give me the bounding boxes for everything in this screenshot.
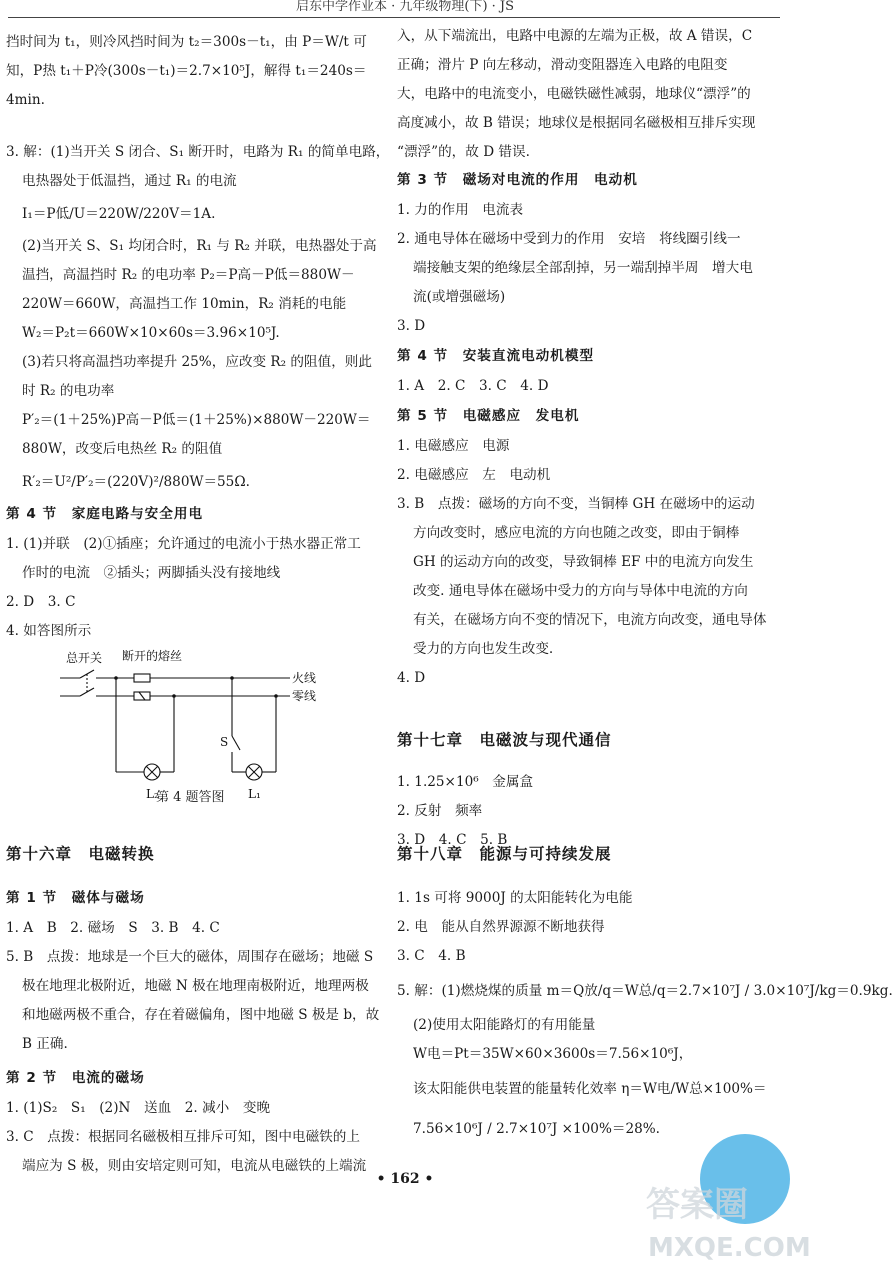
text-line: 该太阳能供电装置的能量转化效率 η＝W电/W总×100%＝ (413, 1081, 767, 1097)
section-4-answers (6, 530, 382, 646)
text-line: P′₂＝(1＋25%)P高－P低＝(1＋25%)×880W－220W＝ (22, 412, 371, 428)
junction-dot (230, 676, 234, 680)
ch16-section-2-title: 第 2 节 电流的磁场 (6, 1070, 145, 1086)
section-5-answers (397, 432, 769, 693)
question-3 (6, 138, 390, 500)
text-line: 3. 解：(1)当开关 S 闭合、S₁ 断开时，电路为 R₁ 的简单电路， (6, 144, 390, 160)
text-line: 1. 1s 可将 9000J 的太阳能转化为电能 (397, 890, 633, 906)
text-line: 2. 反射 频率 (397, 803, 483, 819)
diagram-caption: 第 4 题答图 (156, 790, 225, 805)
text-line: 正确；滑片 P 向左移动，滑动变阻器连入电路的电阻变 (397, 57, 728, 73)
text-line: 880W，改变后电热丝 R₂ 的阻值 (22, 441, 223, 457)
watermark-text: MXQE.COM (648, 1233, 811, 1263)
junction-dot (114, 676, 118, 680)
text-line: 有关，在磁场方向不变的情况下，电流方向改变，通电导体 (413, 612, 767, 628)
label-live-wire: 火线 (292, 671, 317, 685)
text-line: “漂浮”的，故 D 错误. (397, 144, 530, 160)
section-5-title: 第 5 节 电磁感应 发电机 (397, 408, 580, 424)
chapter-18-answers (397, 884, 893, 1149)
text-line: 3. C 4. B (397, 948, 466, 964)
text-line: 高度减小，故 B 错误；地球仪是根据同名磁极相互排斥实现 (397, 115, 756, 131)
text-line: GH 的运动方向的改变，导致铜棒 EF 中的电流方向发生 (413, 554, 754, 570)
text-line: 5. B 点拨：地球是一个巨大的磁体，周围存在磁场；地磁 S (6, 949, 374, 965)
text-line: 极在地理北极附近，地磁 N 极在地理南极附近，地理两极 (22, 978, 369, 994)
text-line: 大，电路中的电流变小，电磁铁磁性减弱，地球仪“漂浮”的 (397, 86, 751, 102)
text-line: 受力的方向也发生改变. (413, 641, 554, 657)
label-l1: L₁ (248, 787, 261, 801)
junction-dot (172, 694, 176, 698)
section-4-title: 第 4 节 家庭电路与安全用电 (6, 506, 204, 522)
text-line: 和地磁两极不重合，存在着磁偏角，图中地磁 S 极是 b，故 (22, 1007, 380, 1023)
text-line: 220W＝660W，高温挡工作 10min，R₂ 消耗的电能 (22, 296, 347, 312)
ch16-section-1-title: 第 1 节 磁体与磁场 (6, 890, 145, 906)
label-l2: L₂ (146, 787, 159, 801)
section-4-motor-title: 第 4 节 安装直流电动机模型 (397, 348, 595, 364)
text-line: 端接触支架的绝缘层全部刮掉，另一端刮掉半周 增大电 (413, 260, 753, 276)
label-fuse: 断开的熔丝 (122, 649, 183, 663)
text-line: 2. D 3. C (6, 594, 76, 610)
text-line: 1. A B 2. 磁场 S 3. B 4. C (6, 920, 220, 936)
text-line: 2. 电磁感应 左 电动机 (397, 467, 551, 483)
chapter-18-title: 第十八章 能源与可持续发展 (397, 845, 612, 863)
section-4-motor-answers (397, 372, 769, 401)
text-line: 知，P热 t₁＋P冷(300s－t₁)＝2.7×10⁵J，解得 t₁＝240s＝ (6, 63, 367, 79)
watermark-label: 答案圈 (646, 1185, 748, 1225)
text-line: 4. 如答图所示 (6, 623, 92, 639)
text-line: 入，从下端流出，电路中电源的左端为正极，故 A 错误，C (397, 28, 753, 44)
label-switch-s: S (220, 735, 229, 749)
formula-line: I₁＝P低/U＝220W/220V＝1A. (22, 206, 216, 222)
text-line: B 正确. (22, 1036, 68, 1052)
text-line: 3. D 4. C 5. B (397, 832, 508, 848)
text-line: 3. B 点拨：磁场的方向不变，当铜棒 GH 在磁场中的运动 (397, 496, 755, 512)
text-line: 方向改变时，感应电流的方向也随之改变，即由于铜棒 (413, 525, 740, 541)
text-line: 1. 电磁感应 电源 (397, 438, 510, 454)
watermark-logo (642, 1138, 811, 1268)
text-line: 作时的电流 ②插头；两脚插头没有接地线 (22, 565, 281, 581)
text-line: 3. C 点拨：根据同名磁极相互排斥可知，图中电磁铁的上 (6, 1129, 360, 1145)
fuse-live (134, 674, 150, 682)
text-line: 挡时间为 t₁，则冷风挡时间为 t₂＝300s－t₁，由 P＝W/t 可 (6, 34, 367, 50)
text-line: 2. 通电导体在磁场中受到力的作用 安培 将线圈引线一 (397, 231, 741, 247)
ch16-section-2-answers (6, 1094, 382, 1181)
formula-line: 5. 解：(1)燃烧煤的质量 m＝Q放/q＝W总/q＝2.7×10⁷J / 3.0×10⁷J/kg＝0.9kg. (397, 983, 893, 999)
page-number: • 162 • (376, 1171, 434, 1187)
left-top-block (6, 28, 382, 115)
chapter-16-title: 第十六章 电磁转换 (6, 845, 155, 863)
text-line: 1. 力的作用 电流表 (397, 202, 524, 218)
label-main-switch: 总开关 (66, 651, 103, 665)
junction-dot (274, 694, 278, 698)
text-line: W₂＝P₂t＝660W×10×60s＝3.96×10⁵J. (22, 325, 280, 341)
section-3-answers (397, 196, 769, 341)
ch16-section-1-answers (6, 914, 382, 1059)
label-neutral-wire: 零线 (292, 689, 317, 703)
formula-line: 7.56×10⁶J / 2.7×10⁷J ×100%＝28%. (413, 1121, 660, 1137)
formula-line: R′₂＝U²/P′₂＝(220V)²/880W＝55Ω. (22, 474, 250, 490)
text-line: W电＝Pt＝35W×60×3600s＝7.56×10⁶J， (413, 1046, 693, 1062)
text-line: 端应为 S 极，则由安培定则可知，电流从电磁铁的上端流 (22, 1158, 367, 1174)
text-line: 温挡，高温挡时 R₂ 的电功率 P₂＝P高－P低＝880W－ (22, 267, 355, 283)
page-header (0, 0, 810, 20)
text-line: (2)当开关 S、S₁ 均闭合时，R₁ 与 R₂ 并联，电热器处于高 (22, 238, 377, 254)
text-line: 电热器处于低温挡，通过 R₁ 的电流 (22, 173, 237, 189)
header-title: 启东中学作业本 · 九年级物理(下) · JS (295, 0, 515, 14)
text-line: 流(或增强磁场) (413, 289, 506, 305)
text-line: 1. (1)S₂ S₁ (2)N 送血 2. 减小 变晚 (6, 1100, 271, 1116)
text-line: 4min. (6, 92, 45, 108)
section-3-title: 第 3 节 磁场对电流的作用 电动机 (397, 172, 638, 188)
text-line: 3. D (397, 318, 426, 334)
chapter-17-title: 第十七章 电磁波与现代通信 (397, 731, 612, 749)
right-top-block (397, 22, 769, 167)
text-line: 2. 电 能从自然界源源不断地获得 (397, 919, 605, 935)
text-line: 1. 1.25×10⁶ 金属盒 (397, 774, 534, 790)
text-line: 时 R₂ 的电功率 (22, 383, 115, 399)
text-line: 1. (1)并联 (2)①插座；允许通过的电流小于热水器正常工 (6, 536, 361, 552)
switch-s-blade (232, 736, 240, 750)
text-line: (2)使用太阳能路灯的有用能量 (413, 1017, 596, 1033)
text-line: (3)若只将高温挡功率提升 25%，应改变 R₂ 的阻值，则此 (22, 354, 372, 370)
header-rule (8, 17, 780, 18)
text-line: 4. D (397, 670, 426, 686)
text-line: 1. A 2. C 3. C 4. D (397, 378, 549, 394)
text-line: 改变. 通电导体在磁场中受力的方向与导体中电流的方向 (413, 583, 748, 599)
fuse-break-mark (139, 692, 145, 700)
